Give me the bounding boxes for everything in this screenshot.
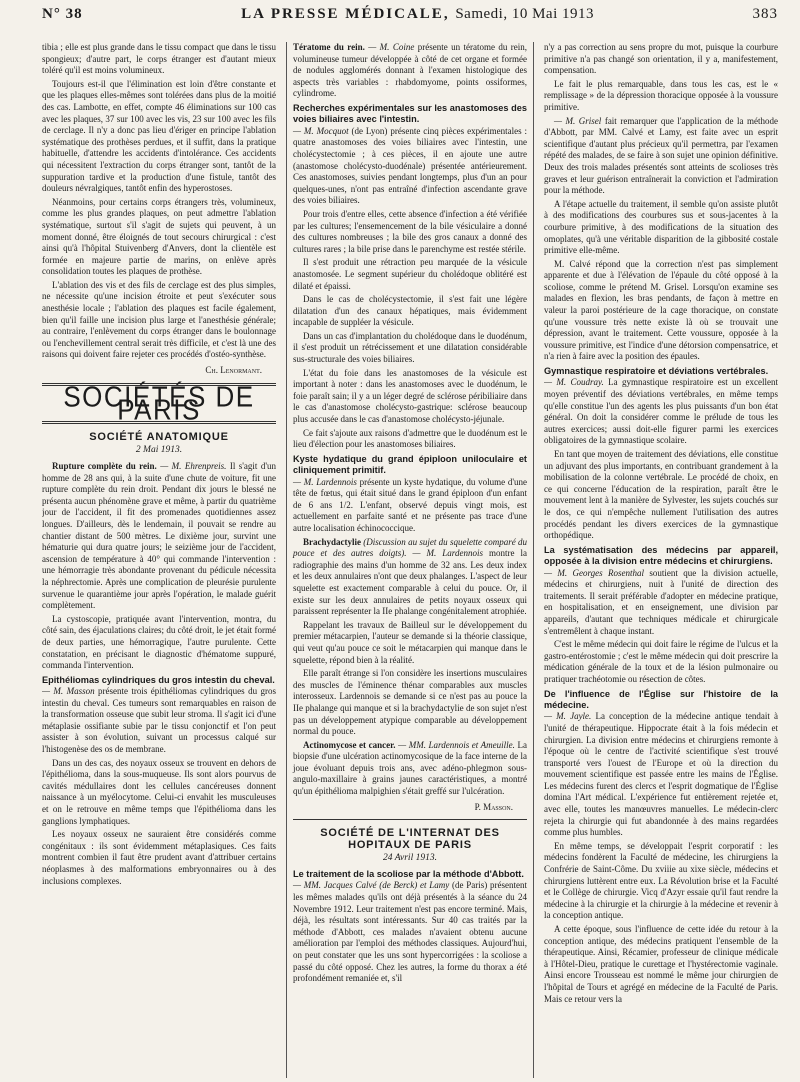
article — [293, 477, 527, 535]
paragraph: En même temps, se développait l'esprit corporatif : les médecins fondèrent la Faculté de médecine, les chirurgiens la Confrérie de Saint-Côme. Du xviiie au xixe siècle, médecins et chirurgiens luttèrent entre eux. La Révolution brise et la Faculté et le Collège de chirurgie. Vicq d'Azyr essaie qu'il faut rendre la médecine à la chirurgie et la chirurgie à la médecine et revenir à la conception antique. — [544, 840, 778, 921]
article-author: — M. Mocquot — [293, 125, 349, 136]
paragraph: Ce fait s'ajoute aux raisons d'admettre que le duodénum est le lieu d'élection pour les anastomoses biliaires. — [293, 427, 527, 450]
column-middle — [286, 42, 534, 1078]
article-author: — M. Ehrenpreis. — [160, 461, 227, 471]
paragraph: A l'étape actuelle du traitement, il semble qu'on assiste plutôt à des modifications des courbures sus et sous-jacentes à la courbure primitive, à des modifications de la situation des omoplates, qu'à une véritable disparition de la gibbosité costale primitive elle-même. — [544, 198, 778, 256]
article-text: présente trois épithéliomas cylindriques du gros intestin du cheval. Ces tumeurs sont remarquables en raison de la transformation osseuse que subit leur stroma. Il s'agit ici d'une métaplasie ossifiante subie par le tissu conjonctif et l'on peut assister à son évolution, suivant un processus calqué sur l'histogenèse des os de membrane. — [42, 686, 276, 755]
column-right — [544, 42, 778, 1078]
article-text: (de Paris) présentent les mêmes malades qu'ils ont déjà présentés à la séance du 24 Novembre 1912. Leur traitement n'est pas encore terminé. Mais, déjà, les résultats sont intéressants. Sur 40 cas traités par la méthode d'Abbott, ces malades n'avaient obtenu aucune amélioration par l'emploi des méthodes classiques. Aujourd'hui, on peut constater que les uns sont hypercorrigées : la scoliose a passé du côté opposé. Chez les autres, la forme du thorax a été profondément remaniée et, s'il — [293, 880, 527, 984]
article-title: Brachydactylie — [303, 536, 361, 547]
paragraph: La cystoscopie, pratiquée avant l'intervention, montra, du côté sain, des éjaculations claires; du côté droit, le jet était formé de deux parties, une hémorragique, l'autre purulente. Cette constatation, en précisant le diagnostic d'hématome suppuré, commanda l'intervention. — [42, 613, 276, 671]
issue-date: Samedi, 10 Mai 1913 — [455, 6, 594, 22]
page-number: 383 — [752, 6, 778, 22]
paragraph: Toujours est-il que l'élimination est loin d'être constante et que les plaques elles-mêmes sont tolérées dans plus de la moitié des cas. Lambotte, en effet, compte 46 éliminations sur 100 cas avec les plaques, 37 sur 100 avec les vis, 23 sur 100 avec les fils de cerclage. Il n'y a donc pas lieu d'ériger en principe l'ablation systématique des prothèses perdues, et il suffit, dans la pratique habituelle, d'attendre les accidents d'intolérance. Ces accidents qui nécessitent l'extraction du corps étranger sont, tantôt de la suppuration tardive et la production d'une fistule, tantôt des douleurs névralgiques, tantôt enfin des hyperostoses. — [42, 78, 276, 194]
paragraph: Rappelant les travaux de Bailleul sur le développement du premier métacarpien, l'auteur se demande si la théorie classique, qui veut qu'au pouce ce soit le métacarpien qui manque dans le squelette, répond bien à la réalité. — [293, 619, 527, 665]
paragraph: Elle paraît étrange si l'on considère les insertions musculaires des muscles de l'éminence thénar comparables aux muscles interosseux. Lardennois se demande si ce n'est pas au pouce la IIe phalange qui manque et si la brachydactylie de son sujet n'est pas un développement atypique comparable au développement normal du pouce. — [293, 668, 527, 737]
section-divider — [293, 819, 527, 820]
article — [293, 880, 527, 984]
paragraph: Dans un cas d'implantation du cholédoque dans le duodénum, il s'est produit un rétrécissement et une dilatation considérable sus-structurale des voies biliaires. — [293, 330, 527, 365]
society-date: 24 Avril 1913. — [383, 853, 437, 864]
paragraph: Le fait le plus remarquable, dans tous les cas, est le « remplissage » de la dépression thoracique opposée à la voussure primitive. — [544, 78, 778, 112]
paragraph: M. Calvé répond que la correction n'est pas simplement apparente et due à l'élévation de l'épaule du côté opposé à la scoliose, comme le prétend M. Grisel. Lorsqu'on examine ses malades en flexion, les bras pendants, de façon à mettre en valeur la paroi postérieure de la cage thoracique, on constate qu'une voussure très nette existe là où se trouvait une dépression, avant le traitement. Cette voussure, opposée à la voussure primitive, est l'indice d'une détorsion compensatrice, et n'a rien à faire avec la position des épaules. — [544, 258, 778, 362]
article-author: — MM. Jacques Calvé (de Berck) et Lamy — [293, 880, 450, 891]
article-text: fait remarquer que l'application de la méthode d'Abbott, par MM. Calvé et Lamy, est faite avec un esprit scientifique d'autant plus précieux qu'il permettra, par l'examen répété des malades, de se faire à son sujet une opinion définitive. Deux des trois malades présentés sont atteints de scolioses très graves et leur guérison entraînerait la conviction et l'admiration pour la méthode. — [544, 115, 778, 196]
article-author: — MM. Lardennois et Ameuille. — [398, 739, 515, 750]
section-title: SOCIÉTÉS DE PARIS — [63, 379, 255, 426]
article-title: La systématisation des médecins par appareil, opposée à la division entre médecins et chirurgiens. — [544, 544, 778, 567]
paragraph: n'y a pas correction au sens propre du mot, puisque la courbure primitive n'a pas changé son orientation, il y a, manifestement, compensation. — [544, 42, 778, 76]
article-text: (de Lyon) présente cinq pièces expérimentales : quatre anastomoses des voies biliaires avec l'intestin, une cholécystectomie ; à ces pièces, il en ajoute une autre (anastomose cholécysto-duodénale) présentée antérieurement. Ces anastomoses, suivies pendant longtemps, plus d'un an pour quelques-unes, n'ont pas entraîné d'infection ascendante grave des voies biliaires. — [293, 125, 527, 206]
article — [42, 461, 276, 612]
article-author: — M. Grisel — [554, 115, 602, 126]
paragraph: Néanmoins, pour certains corps étrangers très, volumineux, comme les plus grandes plaques, on peut admettre l'ablation systématique, surtout s'il s'agit de sujets qui peuvent, à un moment donné, être éloignés de tout secours chirurgical : c'est ainsi qu'à l'hôpital Stuivenberg d'Anvers, dont la clientèle est formée en majeure partie de marins, on enlève après consolidation toutes les plaques de prothèse. — [42, 196, 276, 277]
article-text: Il s'agit d'un homme de 28 ans qui, à la suite d'une chute de voiture, fit une rupture complète du rein droit. Pendant dix jours le blessé ne présenta aucun phénomène grave et même, à partir du quatrième jour de l'accident, il fit des promenades quotidiennes assez longues. D'ailleurs, dès le lendemain, il pouvait se rendre au chantier distant de 500 mètres. Le dixième jour, survint une hématurie qui dura quatre jours; le seizième jour de l'accident, ascension de température à 40° qui commande l'intervention : une hémorragie très abondante provenant du pédicule nécessita la néphrectomie. Après une complication de pleurésie purulente survenue le quarantième jour après l'opération, le malade guérit complètement. — [42, 461, 276, 611]
article-subtitle: (Discussion au sujet du squelette comparé du pouce et des autres doigts). — [293, 536, 528, 559]
article-author: — M. Lardennois — [293, 476, 357, 487]
journal-title — [241, 6, 594, 23]
article — [544, 711, 778, 839]
article-title: Le traitement de la scoliose par la méthode d'Abbott. — [293, 869, 524, 880]
article-title: Epithéliomas cylindriques du gros intestin du cheval. — [42, 674, 275, 685]
society-date: 2 Mai 1913. — [135, 445, 183, 456]
paragraph: Pour trois d'entre elles, cette absence d'infection a été vérifiée par les cultures; l'ensemencement de la bile vésiculaire a donné des cultures nombreuses ; la bile des gros canaux a donné des cultures rares ; la bile prise dans le parenchyme est restée stérile. — [293, 208, 527, 254]
article-title: Rupture complète du rein. — [52, 461, 157, 471]
article-title: Kyste hydatique du grand épiploon uniloculaire et cliniquement primitif. — [293, 453, 527, 476]
article-author: — M. Jayle. — [544, 711, 592, 722]
article-author: — M. Coine — [368, 42, 415, 52]
article-text: présente un kyste hydatique, du volume d'une tête de fœtus, qui était situé dans le grand épiploon d'un enfant de 6 ans 1/2. L'enfant, observé depuis vingt mois, est actuellement en parfaite santé et ne présente pas trace d'une autre localisation échinococcique. — [293, 476, 527, 533]
paragraph: Dans un des cas, des noyaux osseux se trouvent en dehors de l'épithélioma, dans la sous-muqueuse. Ils sont alors pourvus de cavités médullaires dont les cellules cancéreuses donnent naissance à un myélocytome. Celui-ci envahit les musculeuses et on le retrouve en même temps que l'épithélioma dans les ganglions lymphatiques. — [42, 757, 276, 826]
paragraph: Les noyaux osseux ne sauraient être considérés comme congénitaux : ils sont évidemment métaplasiques. Ces faits montrent combien il faut être prudent avant d'attribuer certains néoplasmes à des malformations embryonnaires ou à des inclusions complexes. — [42, 829, 276, 886]
article-author: — M. Lardennois — [412, 548, 483, 559]
article-text: montre la radiographie des mains d'un homme de 32 ans. Les deux index et les deux annulaires n'ont que deux phalanges. L'aspect de leur squelette est exactement comparable à celui du pouce. Or, il existe sur les deux annulaires de petits noyaux osseux qui paraissent représenter la IIe phalange congénitalement atrophiée. — [293, 548, 528, 617]
article-author: — M. Coudray. — [544, 377, 604, 388]
article-text: La conception de la médecine antique tendait à l'unité de thérapeutique. Hippocrate était à la fois médecin et chirurgien. La division entre médecins et chirurgiens remonte à l'époque où le centre de l'activité scientifique s'est trouvé transporté vers l'ouest de l'Europe et où la direction du mouvement scientifique est passée entre les mains de l'Église. Les médecins furent des clercs et l'esprit dogmatique de l'Église domina l'Art médical. L'expérience fut entièrement rejetée et, avec elle, toutes les manœuvres manuelles. Le médecin-clerc rejeta la chirurgie qui fut abandonnée à des mains regardées comme plus humbles. — [544, 711, 778, 838]
paragraph: Il s'est produit une rétraction peu marquée de la vésicule anastomosée. Le segment supérieur du cholédoque oblitéré est dilaté et épaissi. — [293, 257, 527, 291]
article-author: — M. Masson — [42, 686, 95, 697]
text-columns — [42, 42, 778, 1078]
article — [544, 568, 778, 638]
issue-number: N° 38 — [42, 6, 83, 22]
article — [293, 740, 527, 798]
paragraph: Dans le cas de cholécystectomie, il s'est fait une légère dilatation d'un des canaux hépatiques, mais évidemment incapable de suppléer la vésicule. — [293, 294, 527, 328]
article-title: Actinomycose et cancer. — [303, 739, 396, 750]
society-name: SOCIÉTÉ DE L'INTERNAT DES HOPITAUX DE PARIS — [320, 827, 500, 851]
journal-name: LA PRESSE MÉDICALE, — [241, 6, 450, 22]
author-signature: P. Masson. — [474, 801, 513, 812]
article-title: Tératome du rein. — [293, 42, 365, 52]
column-left — [42, 42, 276, 1078]
paragraph: En tant que moyen de traitement des déviations, elle constitue un adjuvant des plus importants, en contribuant grandement à la mobilisation de la colonne vertébrale. Le procédé de choix, en ce qui concerne l'éducation de la respiration, paraît être le mouvement lent à la manière de Sylvester, les sujets couchés sur le dos, ce qui n'empêche nullement l'utilisation des autres procédés pendant les divers exercices de la gymnastique orthopédique. — [544, 449, 778, 541]
paragraph: C'est le même médecin qui doit faire le régime de l'ulcus et la gastro-entérostomie ; c'est le même médecin qui doit prescrire la médication générale de la toux et de la lésion pulmonaire ou pratiquer trachéotomie ou résection de côtes. — [544, 639, 778, 684]
author-signature: Ch. Lenormant. — [205, 365, 262, 376]
article-title: De l'influence de l'Église sur l'histoire de la médecine. — [544, 688, 778, 710]
article-title: Gymnastique respiratoire et déviations vertébrales. — [544, 366, 769, 377]
page-header — [42, 6, 778, 32]
article — [544, 116, 778, 197]
article — [293, 537, 527, 618]
article — [544, 377, 778, 447]
paragraph: L'ablation des vis et des fils de cerclage est des plus simples, ne nécessite qu'une incision étroite et peut s'exécuter sous anesthésie locale ; l'ablation des plaques est facile également, bien qu'il faille une incision plus large et l'anesthésie générale; au contraire, l'enlèvement du corps étranger dans le boulonnage ou l'enchevillement central serait très difficile, et c'est là une des raisons qui doivent faire rejeter ces procédés d'ostéo-synthèse. — [42, 279, 276, 360]
article — [42, 686, 276, 756]
article — [293, 126, 527, 207]
article-text: présente un tératome du rein, volumineuse tumeur développée à côté de cet organe et formée de nodules agglomérés donnant à l'examen histologique des aspects très variables : rhabdomyome, points ossiformes, cylindrome. — [293, 42, 528, 99]
paragraph: tibia ; elle est plus grande dans le tissu compact que dans le tissu spongieux; d'autre part, le corps étranger est d'autant mieux toléré qu'il est moins volumineux. — [42, 42, 276, 76]
article-text: La gymnastique respiratoire est un excellent moyen préventif des déviations vertébrales, en même temps qu'elle constitue l'un des agents les plus puissants d'un bon état général. On doit la considérer comme le prélude de tous les autres exercices; aussi doit-elle figurer parmi les exercices obligatoires de la gymnastique scolaire. — [544, 377, 778, 446]
article — [293, 42, 527, 100]
society-name: SOCIÉTÉ ANATOMIQUE — [89, 430, 229, 443]
paragraph: A cette époque, sous l'influence de cette idée du retour à la conception antique, des médecins pratiquent l'ensemble de la thérapeutique. Ainsi, Récamier, professeur de clinique médicale à l'Hôtel-Dieu, pratique le curettage et l'hystérectomie vaginale. Ainsi encore Trousseau est nommé le même jour chirurgien de l'hôpital de Tours et agrégé en médecine de la Faculté de Paris. Mais ce retour vers la — [544, 924, 778, 1004]
article-title: Recherches expérimentales sur les anastomoses des voies biliaires avec l'intestin. — [293, 102, 527, 125]
article-text: soutient que la division actuelle, médecins et chirurgiens, nuit à l'unité de direction des traitements. Il serait préférable d'adopter en médecine pratique, en hospitalisation, et en enseignement, une division par appareils, d'autant que techniques médicale et chirurgicale s'entremêlent à chaque instant. — [544, 567, 778, 636]
article-text: La biopsie d'une ulcération actinomycosique de la face interne de la joue évoluant depuis trois ans, avec adéno-phlegmon sous-angulo-maxillaire à grains jaunes caractéristiques, a montré qu'un épithélioma malpighien s'était greffé sur l'ulcération. — [293, 739, 527, 797]
paragraph: L'état du foie dans les anastomoses de la vésicule est important à noter : dans les anastomoses avec le duodénum, le foie paraît sain; il y a un léger degré de sclérose péribiliaire dans le cas d'anastomose cholécysto-gastrique: sclérose beaucoup plus accusée dans le cas d'anastomose cholécysto-jéjunale. — [293, 367, 527, 425]
article-author: — M. Georges Rosenthal — [544, 567, 644, 578]
